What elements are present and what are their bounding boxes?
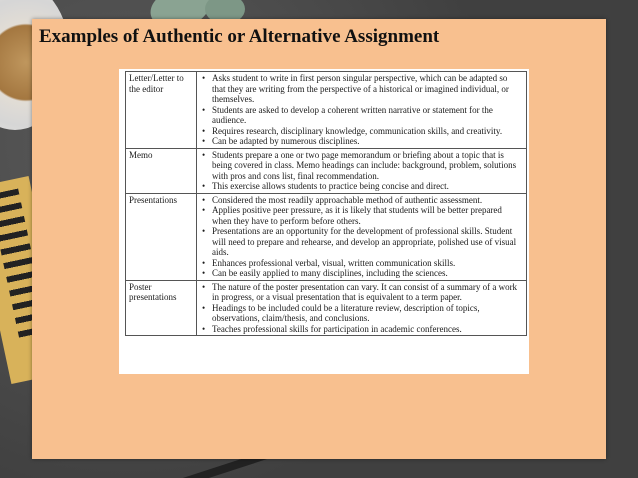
bullet-list: [200, 282, 523, 335]
bullet-item: • This exercise allows students to practice being concise and direct.: [212, 181, 523, 192]
bullet-item: • The nature of the poster presentation can vary. It can consist of a summary of a work in progress, or a visual presentation that is equivalent to a term paper.: [212, 282, 523, 303]
bullet-list: [200, 195, 523, 279]
table-row: [126, 280, 527, 336]
bullet-item: • Headings to be included could be a literature review, description of topics, observations, claim/thesis, and conclusions.: [212, 303, 523, 324]
bullet-item: • Requires research, disciplinary knowledge, communication skills, and creativity.: [212, 126, 523, 137]
assignment-type-cell: Poster presentations: [126, 280, 197, 336]
slide-title: Examples of Authentic or Alternative Assignment: [39, 26, 440, 47]
bullet-item: • Enhances professional verbal, visual, written communication skills.: [212, 258, 523, 269]
assignment-description-cell: [197, 148, 527, 193]
bullet-item: • Presentations are an opportunity for the development of professional skills. Student will need to prepare and rehearse, and develop an appropriate, polished use of visual aids.: [212, 226, 523, 258]
table-row: [126, 148, 527, 193]
bullet-item: • Asks student to write in first person singular perspective, which can be adapted so that they are writing from the perspective of a historical or imagined individual, or themselves.: [212, 73, 523, 105]
bullet-list: [200, 150, 523, 192]
bullet-item: • Can be adapted by numerous disciplines.: [212, 136, 523, 147]
bullet-item: • Can be easily applied to many disciplines, including the sciences.: [212, 268, 523, 279]
table-image: [119, 69, 529, 374]
slide: [32, 19, 606, 459]
bullet-item: • Applies positive peer pressure, as it is likely that students will be better prepared when they have to perform before others.: [212, 205, 523, 226]
assignment-type-cell: Letter/Letter to the editor: [126, 72, 197, 149]
bullet-item: • Teaches professional skills for participation in academic conferences.: [212, 324, 523, 335]
assignment-table: [125, 71, 527, 336]
bullet-item: • Students are asked to develop a coherent written narrative or statement for the audience.: [212, 105, 523, 126]
table-row: [126, 72, 527, 149]
assignment-type-cell: Presentations: [126, 193, 197, 280]
table-row: [126, 193, 527, 280]
assignment-description-cell: [197, 72, 527, 149]
assignment-description-cell: [197, 280, 527, 336]
bullet-list: [200, 73, 523, 147]
bullet-item: • Students prepare a one or two page memorandum or briefing about a topic that is being covered in class. Memo headings can include: background, problem, solutions with pros and cons list, final recommendation.: [212, 150, 523, 182]
assignment-description-cell: [197, 193, 527, 280]
assignment-type-cell: Memo: [126, 148, 197, 193]
bullet-item: • Considered the most readily approachable method of authentic assessment.: [212, 195, 523, 206]
